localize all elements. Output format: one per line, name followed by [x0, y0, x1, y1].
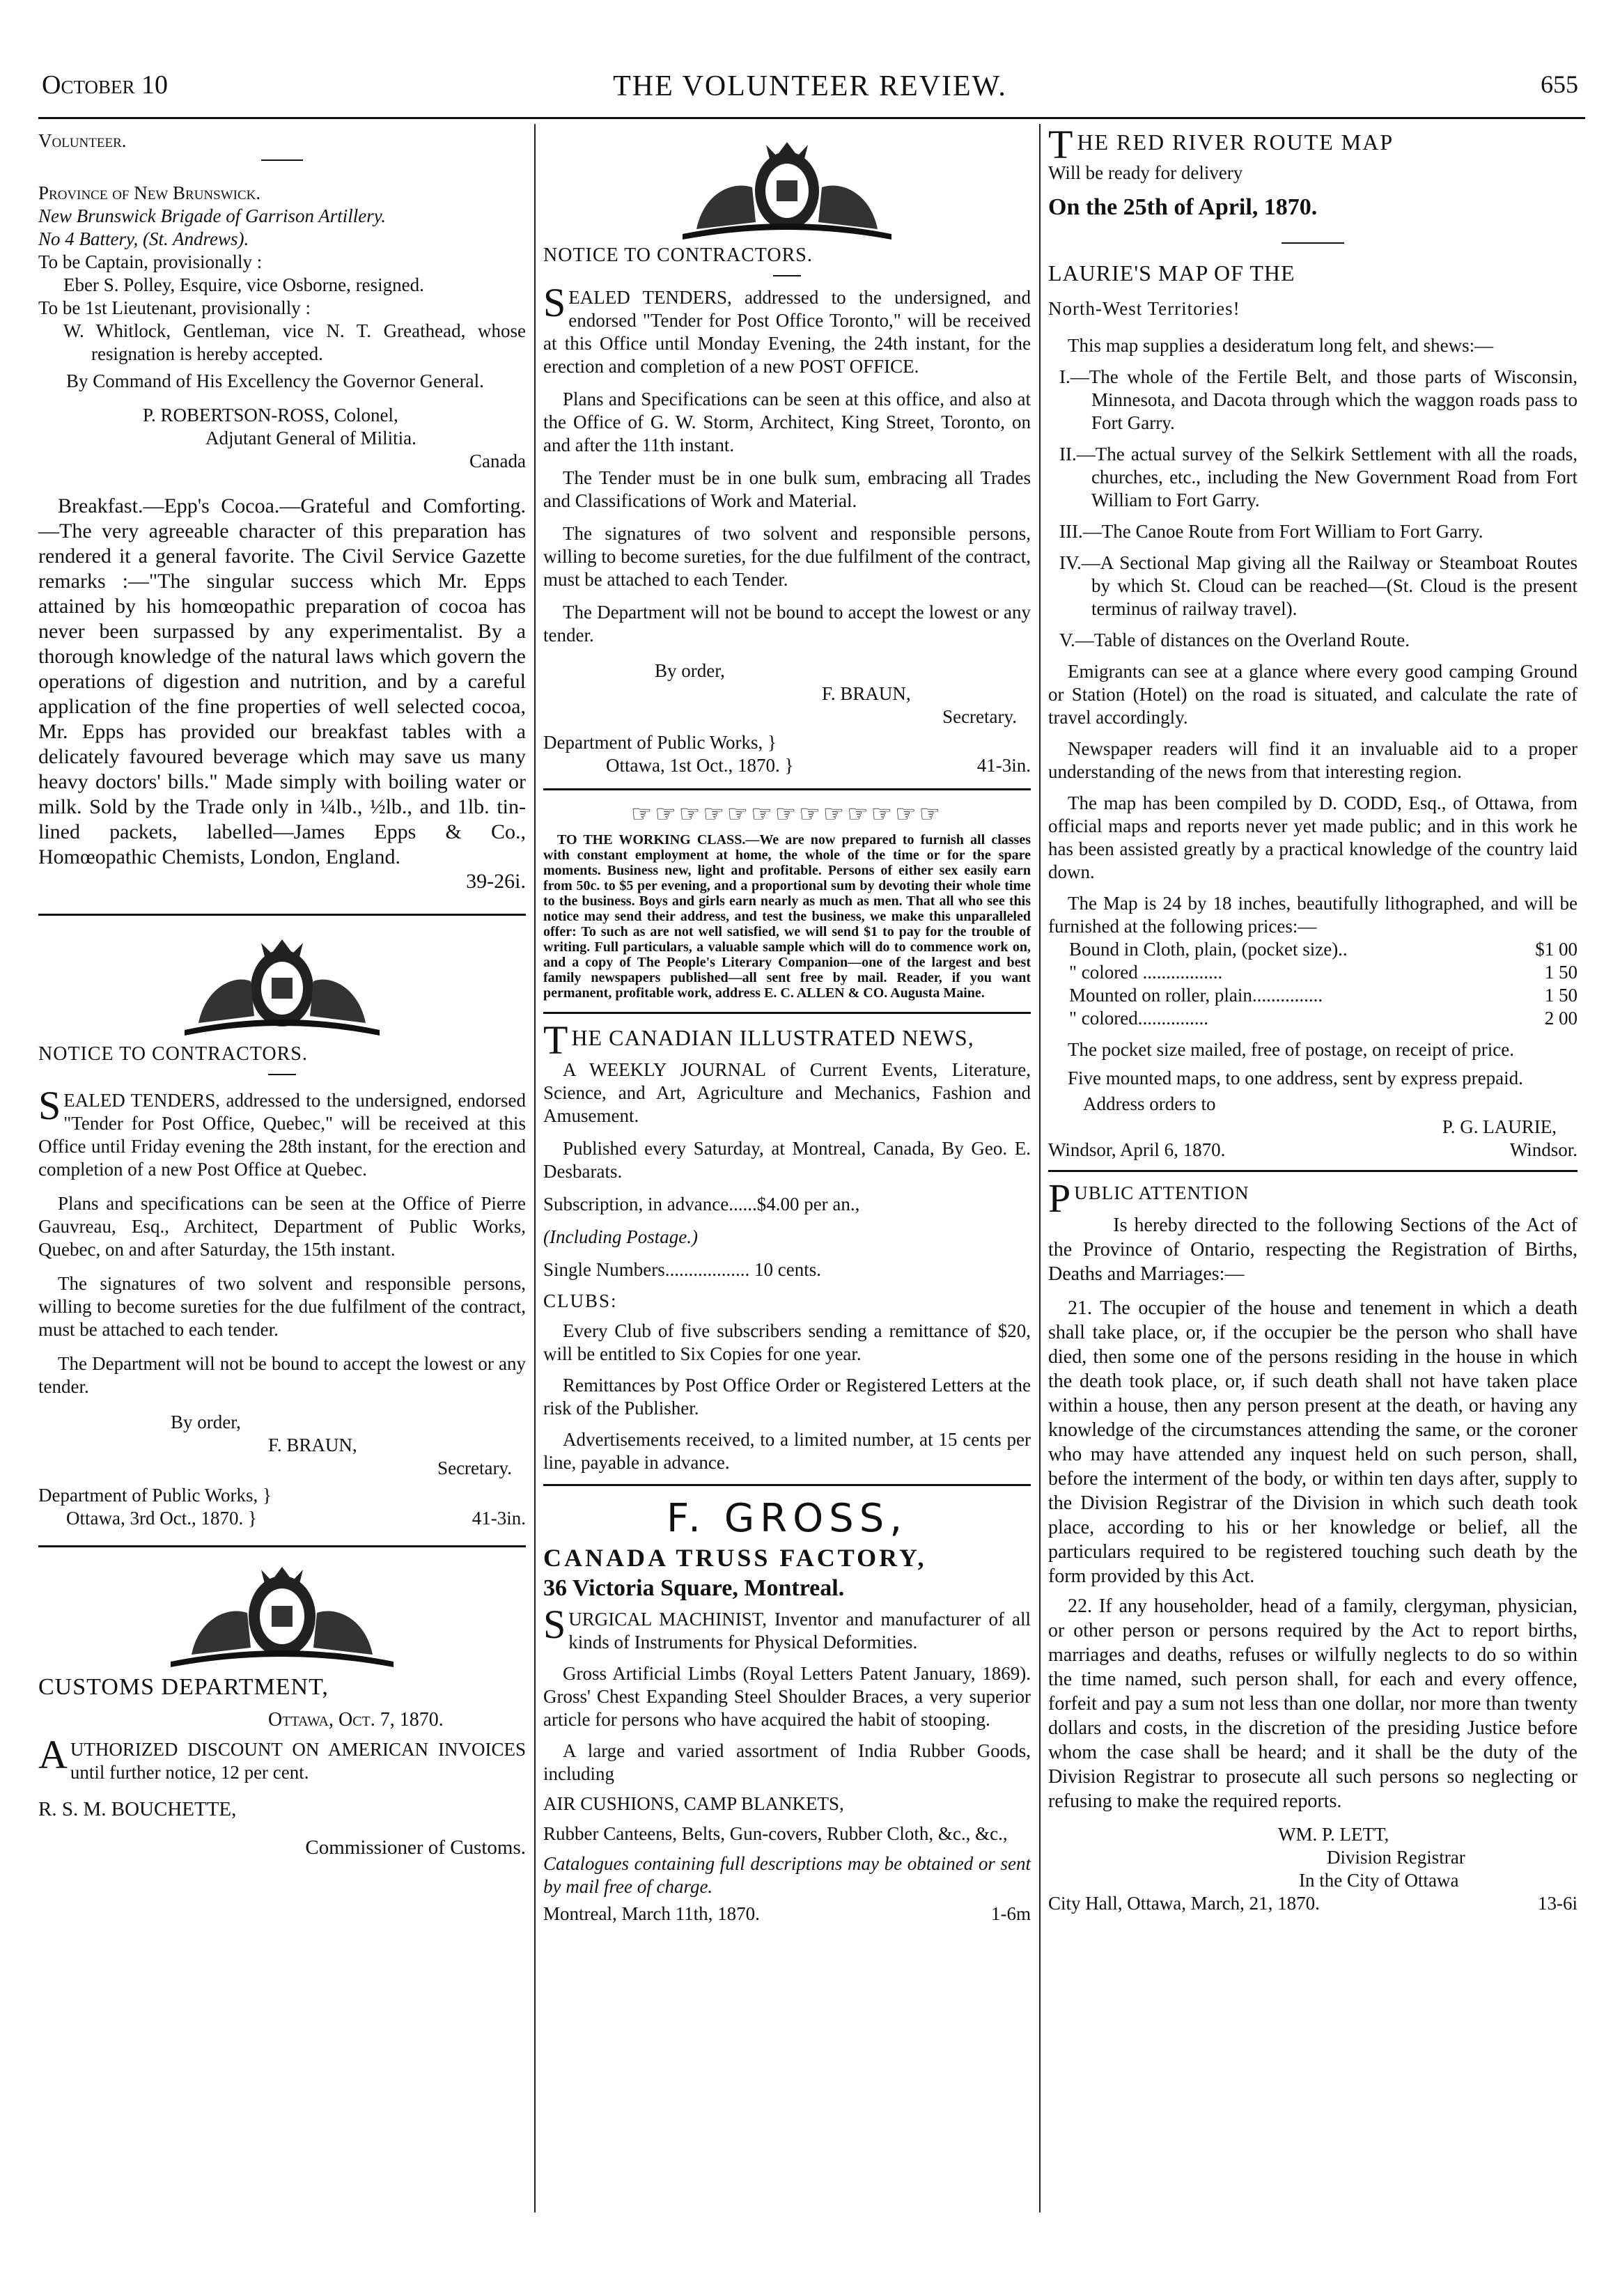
laurie-heading: LAURIE'S MAP OF THE — [1048, 260, 1295, 286]
red-river-line: Will be ready for delivery — [1048, 162, 1243, 183]
department-date: Ottawa, 1st Oct., 1870. } — [606, 755, 794, 776]
price-label: Bound in Cloth, plain, (pocket size).. — [1069, 939, 1348, 960]
department-date-row — [38, 1507, 526, 1530]
north-west-heading: North-West Territories! — [1048, 298, 1240, 319]
signer-name: F. BRAUN, — [268, 1435, 357, 1455]
department-line: Department of Public Works, } — [38, 1485, 272, 1506]
tender-paragraph: The signatures of two solvent and responsible persons, willing to become sureties, for the due fulfilment of the contract, must be attached to each Tender. — [543, 523, 1031, 590]
brigade-line: New Brunswick Brigade of Garrison Artillery. — [38, 205, 386, 226]
price-value: $1 00 — [1535, 939, 1578, 960]
department-line: Department of Public Works, } — [543, 732, 777, 753]
map-item: V.—Table of distances on the Overland Route. — [1059, 630, 1410, 650]
registrar-date: City Hall, Ottawa, March, 21, 1870. — [1048, 1893, 1320, 1914]
battery-line: No 4 Battery, (St. Andrews). — [38, 228, 249, 249]
tender-paragraph: The Department will not be bound to accept the lowest or any tender. — [38, 1353, 526, 1397]
registrar-date-row — [1048, 1892, 1578, 1915]
column-rule-1 — [534, 124, 536, 2212]
divider — [1282, 242, 1344, 244]
lieutenant-heading: To be 1st Lieutenant, provisionally : — [38, 297, 311, 318]
red-river-date: On the 25th of April, 1870. — [1048, 194, 1318, 220]
illustrated-news-text: Published every Saturday, at Montreal, Canada, By Geo. E. Desbarats. — [543, 1138, 1031, 1182]
laurie-signer: P. G. LAURIE, — [1442, 1116, 1557, 1137]
registrar-place: In the City of Ottawa — [1299, 1870, 1459, 1891]
map-intro: This map supplies a desideratum long felt, and shews:— — [1068, 335, 1494, 356]
section-rule — [38, 1545, 526, 1547]
map-item: I.—The whole of the Fertile Belt, and those parts of Wisconsin, Minnesota, and Dacota through which the waggon roads pass to Fort Garry. — [1059, 366, 1578, 433]
gross-date-row — [543, 1903, 1031, 1926]
command-line: By Command of His Excellency the Governor General. — [66, 370, 484, 391]
factory-address: 36 Victoria Square, Montreal. — [543, 1575, 845, 1601]
header-rule — [38, 117, 1585, 119]
column-1 — [38, 124, 526, 2212]
gross-heading: F. GROSS, — [666, 1496, 908, 1541]
cocoa-advert: Breakfast.—Epp's Cocoa.—Grateful and Comforting.—The very agreeable character of this preparation has rendered it a general favorite. The Civil Service Gazette remarks :—"The singular success which Mr. Epps attained by his homœopathic preparation of cocoa has never been surpassed by any experimentalist. By a thorough knowledge of the natural laws which govern the operations of digestion and nutrition, and by a careful application of the fine properties of well selected cocoa, Mr. Epps has provided our breakfast tables with a delicately favoured beverage which may save us many heavy doctors' bills." Made simply with boiling water or milk. Sold by the Trade only in ¼lb., ½lb., and 1lb. tin-lined packets, labelled—James Epps & Co., Homœopathic Chemists, London, England. — [38, 494, 526, 868]
captain-heading: To be Captain, provisionally : — [38, 251, 263, 272]
price-label: " colored............... — [1069, 1008, 1208, 1029]
signer-place: Canada — [469, 451, 526, 471]
illustrated-news-text: Advertisements received, to a limited number, at 15 cents per line, payable in advance. — [543, 1429, 1031, 1473]
pointing-hand-icons: ☞☞☞☞☞☞☞☞☞☞☞☞☞ — [630, 800, 944, 828]
laurie-date-row — [1048, 1139, 1578, 1162]
price-row — [1048, 984, 1578, 1007]
section-rule — [543, 1484, 1031, 1486]
map-paragraph: Five mounted maps, to one address, sent by express prepaid. — [1068, 1068, 1523, 1088]
ad-code: 13-6i — [1538, 1893, 1578, 1914]
price-value: 2 00 — [1544, 1008, 1578, 1029]
tender-paragraph: The Tender must be in one bulk sum, embracing all Trades and Classifications of Work and Material. — [543, 467, 1031, 511]
postage-note: (Including Postage.) — [543, 1226, 698, 1247]
cocoa-code: 39-26i. — [466, 870, 526, 893]
running-header — [42, 70, 1578, 118]
illustrated-news-text: Remittances by Post Office Order or Registered Letters at the risk of the Publisher. — [543, 1375, 1031, 1419]
signer-name: P. ROBERTSON-ROSS, Colonel, — [143, 405, 398, 425]
map-paragraph: Emigrants can see at a glance where every good camping Ground or Station (Hotel) on the road is situated, and calculate the rate of travel accordingly. — [1048, 661, 1578, 728]
price-value: 1 50 — [1544, 962, 1578, 983]
signer-name: F. BRAUN, — [822, 683, 911, 704]
map-paragraph: Newspaper readers will find it an invaluable aid to a proper understanding of the news from that interesting region. — [1048, 738, 1578, 782]
volunteer-heading: Volunteer. — [38, 130, 127, 151]
divider — [261, 159, 303, 161]
map-paragraph: The Map is 24 by 18 inches, beautifully lithographed, and will be furnished at the following prices:— — [1048, 893, 1578, 937]
section-rule — [543, 1012, 1031, 1014]
act-section: 22. If any householder, head of a family, clergyman, physician, or other person or persons required by the Act to report births, marriages and deaths, refuses or wilfully neglects to do so within the time named, such person shall, for each and every offence, forfeit and pay a sum not less than one dollar, nor more than twenty dollars and costs, in the discretion of the presiding Justice before whom the case shall be heard; and it shall be the duty of the Division Registrar to prosecute all such persons so neglecting or refusing to make the required reports. — [1048, 1595, 1578, 1812]
price-row — [1048, 961, 1578, 984]
royal-arms-icon — [157, 926, 407, 1037]
map-item: IV.—A Sectional Map giving all the Railway or Steamboat Routes by which St. Cloud can be reached—(St. Cloud is the present terminus of railway travel). — [1059, 552, 1578, 619]
page-number: 655 — [1541, 70, 1578, 98]
registrar-name: WM. P. LETT, — [1278, 1824, 1389, 1845]
header-date: October 10 — [42, 70, 168, 100]
map-item: III.—The Canoe Route from Fort William to Fort Garry. — [1059, 521, 1483, 542]
gross-text: A large and varied assortment of India Rubber Goods, including — [543, 1740, 1031, 1784]
catalogue-note: Catalogues containing full descriptions may be obtained or sent by mail free of charge. — [543, 1853, 1031, 1897]
royal-arms-icon — [655, 135, 919, 240]
price-label: Mounted on roller, plain............... — [1069, 985, 1323, 1006]
province-heading: Province of New Brunswick. — [38, 182, 261, 203]
map-item: II.—The actual survey of the Selkirk Settlement with all the roads, churches, etc., including the New Government Road from Fort William to Fort Garry. — [1059, 444, 1578, 510]
signer-title: Secretary. — [437, 1458, 512, 1478]
customs-notice: AUTHORIZED DISCOUNT ON AMERICAN INVOICES until further notice, 12 per cent. — [38, 1732, 526, 1783]
signer-title: Adjutant General of Militia. — [205, 428, 416, 448]
map-paragraph: The map has been compiled by D. CODD, Esq., of Ottawa, from official maps and reports never yet made public; and in this work he has been assisted greatly by a practical knowledge of the country laid down. — [1048, 792, 1578, 882]
customs-title: Commissioner of Customs. — [305, 1836, 526, 1859]
by-order: By order, — [171, 1412, 241, 1432]
laurie-date: Windsor, April 6, 1870. — [1048, 1139, 1226, 1160]
section-rule — [38, 914, 526, 916]
tender-paragraph: The Department will not be bound to accept the lowest or any tender. — [543, 602, 1031, 646]
column-3 — [1048, 124, 1578, 2212]
ad-code: 1-6m — [991, 1903, 1031, 1924]
working-class-advert: TO THE WORKING CLASS.—We are now prepared to furnish all classes with constant employment at home, the whole of the time or for the spare moments. Business new, light and profitable. Persons of either sex easily earn from 50c. to $5 per evening, and a proportional sum by devoting their whole time to the business. Boys and girls earn nearly as much as men. That all who see this notice may send their address, and test the business, we make this unparalleled offer: To such as are not well satisfied, we will send $1 to pay for the trouble of writing. Full particulars, a valuable sample which will do to commence work on, and a copy of The People's Literary Companion—one of the largest and best family newspapers published—all sent free by mail. Reader, if you want permanent, profitable work, address E. C. ALLEN & CO. Augusta Maine. — [543, 832, 1031, 1001]
ad-code: 41-3in. — [976, 755, 1031, 776]
address-orders: Address orders to — [1083, 1093, 1216, 1114]
section-rule — [543, 788, 1031, 790]
lieutenant-body: W. Whitlock, Gentleman, vice N. T. Greathead, whose resignation is hereby accepted. — [63, 320, 526, 364]
customs-heading: CUSTOMS DEPARTMENT, — [38, 1674, 329, 1700]
red-river-heading: THE RED RIVER ROUTE MAP — [1048, 122, 1394, 167]
royal-arms-icon — [143, 1557, 421, 1669]
clubs-heading: CLUBS: — [543, 1290, 618, 1311]
tender-paragraph: SEALED TENDERS, addressed to the undersigned, and endorsed "Tender for Post Office Toronto," will be received at this Office until Monday Evening, the 24th instant, for the erection and completion of a new POST OFFICE. — [543, 280, 1031, 377]
department-date: Ottawa, 3rd Oct., 1870. } — [66, 1508, 257, 1529]
tender-paragraph: The signatures of two solvent and responsible persons, willing to become sureties for the due fulfilment of the contract, must be attached to each tender. — [38, 1273, 526, 1340]
signer-title: Secretary. — [942, 706, 1017, 727]
section-rule — [1048, 1170, 1578, 1172]
act-section: 21. The occupier of the house and tenement in which a death shall take place, or, if the occupier be the person who shall have died, then some one of the persons residing in the house in which the death took place, or, if such death shall not have taken place within a house, then any person present at the death, or having any knowledge of the circumstances attending the same, or the coroner who may have attended any inquest held on such person, shall, before the interment of the body, or within ten days after, supply to the Division Registrar of the Division in which such death took place, according to his or her knowledge or belief, all the particulars required to be registered touching such death by the form provided by this Act. — [1048, 1297, 1578, 1587]
public-attention-heading: PUBLIC ATTENTION — [1048, 1176, 1249, 1221]
public-attention-text: Is hereby directed to the following Sections of the Act of the Province of Ontario, respecting the Registration of Births, Deaths and Marriages:— — [1048, 1215, 1578, 1285]
divider — [773, 275, 801, 276]
gross-text: Rubber Canteens, Belts, Gun-covers, Rubber Cloth, &c., &c., — [543, 1823, 1008, 1844]
captain-body: Eber S. Polley, Esquire, vice Osborne, resigned. — [63, 274, 424, 295]
price-row — [1048, 1007, 1578, 1030]
department-date-row — [543, 754, 1031, 777]
header-title: THE VOLUNTEER REVIEW. — [613, 70, 1007, 102]
gross-text: SURGICAL MACHINIST, Inventor and manufacturer of all kinds of Instruments for Physical Deformities. — [543, 1602, 1031, 1653]
price-value: 1 50 — [1544, 985, 1578, 1006]
tender-paragraph: Plans and Specifications can be seen at this office, and also at the Office of G. W. Storm, Architect, King Street, Toronto, on and after the 11th instant. — [543, 389, 1031, 455]
laurie-place: Windsor. — [1509, 1139, 1578, 1160]
tender-paragraph: SEALED TENDERS, addressed to the undersigned, endorsed "Tender for Post Office, Quebec," will be received at this Office until Friday evening the 28th instant, for the erection and completion of a new Post Office at Quebec. — [38, 1083, 526, 1180]
divider — [268, 1074, 296, 1075]
column-2 — [543, 124, 1031, 2212]
map-paragraph: The pocket size mailed, free of postage, on receipt of price. — [1068, 1039, 1514, 1060]
truss-factory-heading: CANADA TRUSS FACTORY, — [543, 1544, 927, 1572]
by-order: By order, — [655, 660, 725, 681]
column-rule-2 — [1039, 124, 1041, 2212]
gross-text: Gross Artificial Limbs (Royal Letters Patent January, 1869). Gross' Chest Expanding Steel Shoulder Braces, a very superior article for persons who have acquired the habit of stooping. — [543, 1663, 1031, 1730]
tender-paragraph: Plans and specifications can be seen at the Office of Pierre Gauvreau, Esq., Architect, Department of Public Works, Quebec, on and after Saturday, the 15th instant. — [38, 1193, 526, 1260]
gross-date: Montreal, March 11th, 1870. — [543, 1903, 760, 1924]
price-row — [1048, 938, 1578, 961]
ad-code: 41-3in. — [472, 1508, 526, 1529]
illustrated-news-heading: THE CANADIAN ILLUSTRATED NEWS, — [543, 1017, 974, 1063]
gross-products-heading: AIR CUSHIONS, CAMP BLANKETS, — [543, 1793, 844, 1814]
illustrated-news-text: Every Club of five subscribers sending a remittance of $20, will be entitled to Six Copies for one year. — [543, 1320, 1031, 1364]
illustrated-news-text: A WEEKLY JOURNAL of Current Events, Literature, Science, and Art, Agriculture and Mechanics, Fashion and Amusement. — [543, 1059, 1031, 1126]
single-numbers-line: Single Numbers.................. 10 cents. — [543, 1259, 821, 1280]
subscription-line: Subscription, in advance......$4.00 per an., — [543, 1194, 860, 1215]
customs-date: Ottawa, Oct. 7, 1870. — [268, 1709, 444, 1731]
price-label: " colored ................. — [1069, 962, 1223, 983]
registrar-title: Division Registrar — [1327, 1847, 1465, 1868]
notice-heading: NOTICE TO CONTRACTORS. — [38, 1043, 308, 1065]
notice-heading: NOTICE TO CONTRACTORS. — [543, 244, 813, 266]
customs-signer: R. S. M. BOUCHETTE, — [38, 1798, 237, 1820]
